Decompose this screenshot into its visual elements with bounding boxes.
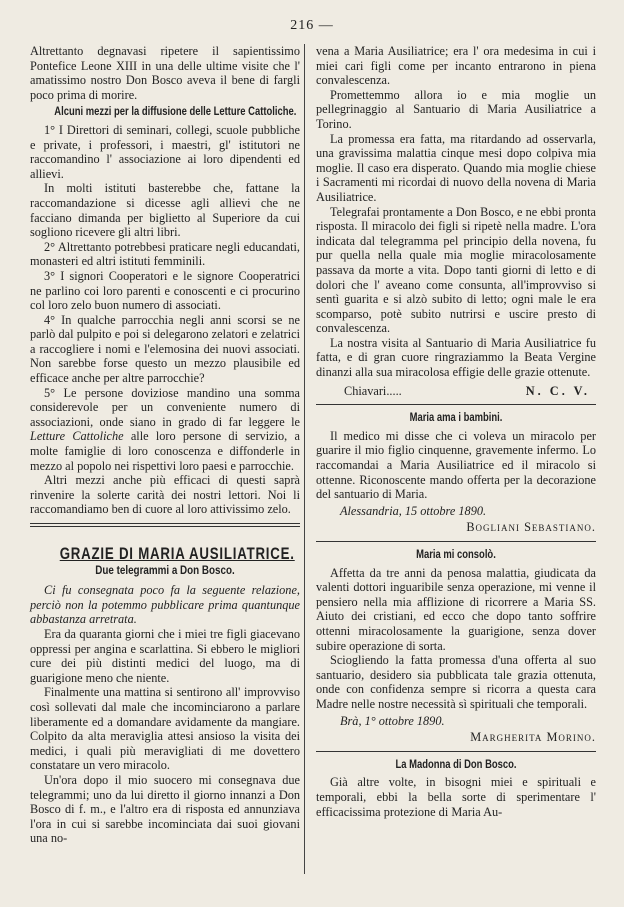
place-date: Brà, 1° ottobre 1890. (340, 713, 445, 728)
column-divider (304, 44, 305, 874)
paragraph: 3° I signori Cooperatori e le signore Cooperatrici ne parlino coi loro parenti e conoscenti e ci procurino col loro zelo buon numero di associati. (30, 268, 300, 313)
paragraph: La nostra visita al Santuario di Maria Ausiliatrice fu fatta, e di gran cuore ringraziammo la Beata Vergine dinanzi alla sua miracolosa effigie delle grazie ottenute. (316, 335, 596, 380)
paragraph: Già altre volte, in bisogni miei e spirituali e temporali, ebbi la bella sorte di sperimentare l' efficacissima protezione di Maria Au- (316, 775, 596, 819)
section-divider (316, 404, 596, 405)
paragraph: Altri mezzi anche più efficaci di questi saprà rinvenire la solerte carità dei nostri lettori. Noi li raccomandiamo ben di cuore al loro attivissimo zelo. (30, 473, 300, 517)
grazie-title: GRAZIE DI MARIA AUSILIATRICE. (59, 544, 295, 563)
paragraph: Il medico mi disse che ci voleva un miracolo per guarire il mio figlio cinquenne, gravemente infermo. Lo raccomandai a Maria Ausiliatrice ed il miracolo si ottenne. Riconoscente mando offerta per la decorazione del santuario di Maria. (316, 428, 596, 502)
paragraph: Un'ora dopo il mio suocero mi consegnava due telegrammi; uno da lui diretto il giorno innanzi a Don Bosco di f. m., e l'altro era di risposta ed annunziava l'ora in cui si sarebbe incominciata dai suoi giovani una no- (30, 772, 300, 846)
paragraph: In molti istituti basterebbe che, fattane la raccomandazione si dicesse agli allievi che ne facciano dimanda per biglietto al Superiore da cui sogliono ricevere gli altri libri. (30, 181, 300, 240)
paragraph: 4° In qualche parrocchia negli anni scorsi se ne parlò dal pulpito e poi si delegarono zelatori e zelatrici a raccogliere i nomi e l'elemosina dei nuovi associati. Non sarebbe forse questo un mezzo plausibile ed efficace anche per altre parrocchie? (30, 312, 300, 386)
editorial-note: Ci fu consegnata poco fa la seguente relazione, perciò non la potemmo pubblicare prima quantunque abbastanza arretrata. (30, 583, 300, 627)
paragraph: Era da quaranta giorni che i miei tre figli giacevano oppressi per angina e scarlattina. Si ebbero le migliori cure dei più distinti medici del luogo, ma di guarigione meno che niente. (30, 626, 300, 685)
place-date: Alessandria, 15 ottobre 1890. (340, 503, 487, 518)
paragraph: vena a Maria Ausiliatrice; era l' ora medesima in cui i miei cari figli come per incanto entrarono in piena convalescenza. (316, 44, 596, 88)
paragraph: 2° Altrettanto potrebbesi praticare negli educandati, monasteri ed altri istituti femminili. (30, 239, 300, 269)
section-heading-bambini: Maria ama i bambini. (409, 412, 503, 425)
right-column (316, 44, 596, 819)
paragraph: Affetta da tre anni da penosa malattia, giudicata da valenti dottori inguaribile senza operazione, mi venne il pensiero nella mia afflizione di ricorrere a Maria SS. Aiuto dei cristiani, ed ecco che dopo tanto soffrire ottenni miracolosamente la guarigione, senza dover subire operazione di sorta. (316, 565, 596, 653)
section-heading-diffusione: Alcuni mezzi per la diffusione delle Letture Cattoliche. (54, 106, 297, 119)
signature: Bogliani Sebastiano. (466, 520, 596, 535)
intro-paragraph: Altrettanto degnavasi ripetere il sapientissimo Pontefice Leone XIII in una delle ultime visite che l' amatissimo nostro Don Bosco aveva il bene di fargli poco prima di morire. (30, 44, 300, 102)
paragraph: Sciogliendo la fatta promessa d'una offerta al suo santuario, desidero sia pubblicata tale grazia ottenuta, onde con confidenza sempre si ricorra a questa cara Madre nelle nostre necessità sì spirituali che temporali. (316, 653, 596, 711)
place-text: Chiavari..... (344, 383, 402, 398)
section-heading-madonna: La Madonna di Don Bosco. (395, 758, 517, 771)
paragraph: Finalmente una mattina si sentirono all' improvviso così sollevati dal male che incominciarono a parlare liberamente ed a domandare avidamente da mangiare. Colpito da alta meraviglia attesi ansioso la visita dei medici, i quali più meravigliati di me dovettero constatare un vero miracolo. (30, 685, 300, 773)
left-column (30, 44, 300, 846)
paragraph: Promettemmo allora io e mia moglie un pellegrinaggio al Santuario di Maria Ausiliatrice a Torino. (316, 87, 596, 131)
signature: N. C. V. (525, 383, 590, 398)
page-number: 216 — (290, 18, 334, 33)
section-divider (30, 523, 300, 527)
signature-line (316, 384, 596, 399)
paragraph: Telegrafai prontamente a Don Bosco, e ne ebbi pronta risposta. Il miracolo dei figli si ripetè nella madre. L'ora indicata dal telegramma pel principio della novena, fu pur quella nella quale mia moglie miracolosamente passava da morte a vita. Dopo tanti giorni di letto e di dolori che l' aveano come consunta, all'improvviso si sentì guarita e si alzò subito di letto; ogni male le era scomparso, potè subito nutrirsi e uscire presto di convalescenza. (316, 204, 596, 336)
grazie-subtitle: Due telegrammi a Don Bosco. (95, 562, 235, 577)
paragraph: 5° Le persone doviziose mandino una somma considerevole per un conveniente numero di associazioni, onde siano in grado di far leggere le Letture Cattoliche alle loro persone di servizio, a molte famiglie di loro conoscenza e diffonderle in mezzo al popolo nei rispettivi loro paesi e parrocchie. (30, 385, 300, 473)
section-divider (316, 751, 596, 752)
signature: Margherita Morino. (470, 730, 596, 745)
section-heading-consolo: Maria mi consolò. (416, 549, 496, 561)
section-divider (316, 541, 596, 542)
paragraph: La promessa era fatta, ma ritardando ad osservarla, una gravissima malattia cinque mesi dopo colpiva mia moglie. Il caso era disperato. Quando mia moglie chiese i Sacramenti mi ricordai di nuovo della novena di Maria Ausiliatrice. (316, 131, 596, 204)
paragraph: 1° I Direttori di seminari, collegi, scuole pubbliche e private, i professori, i maestri, gl' istitutori ne raccomandino l' associazione ai loro dipendenti ed allievi. (30, 122, 300, 181)
